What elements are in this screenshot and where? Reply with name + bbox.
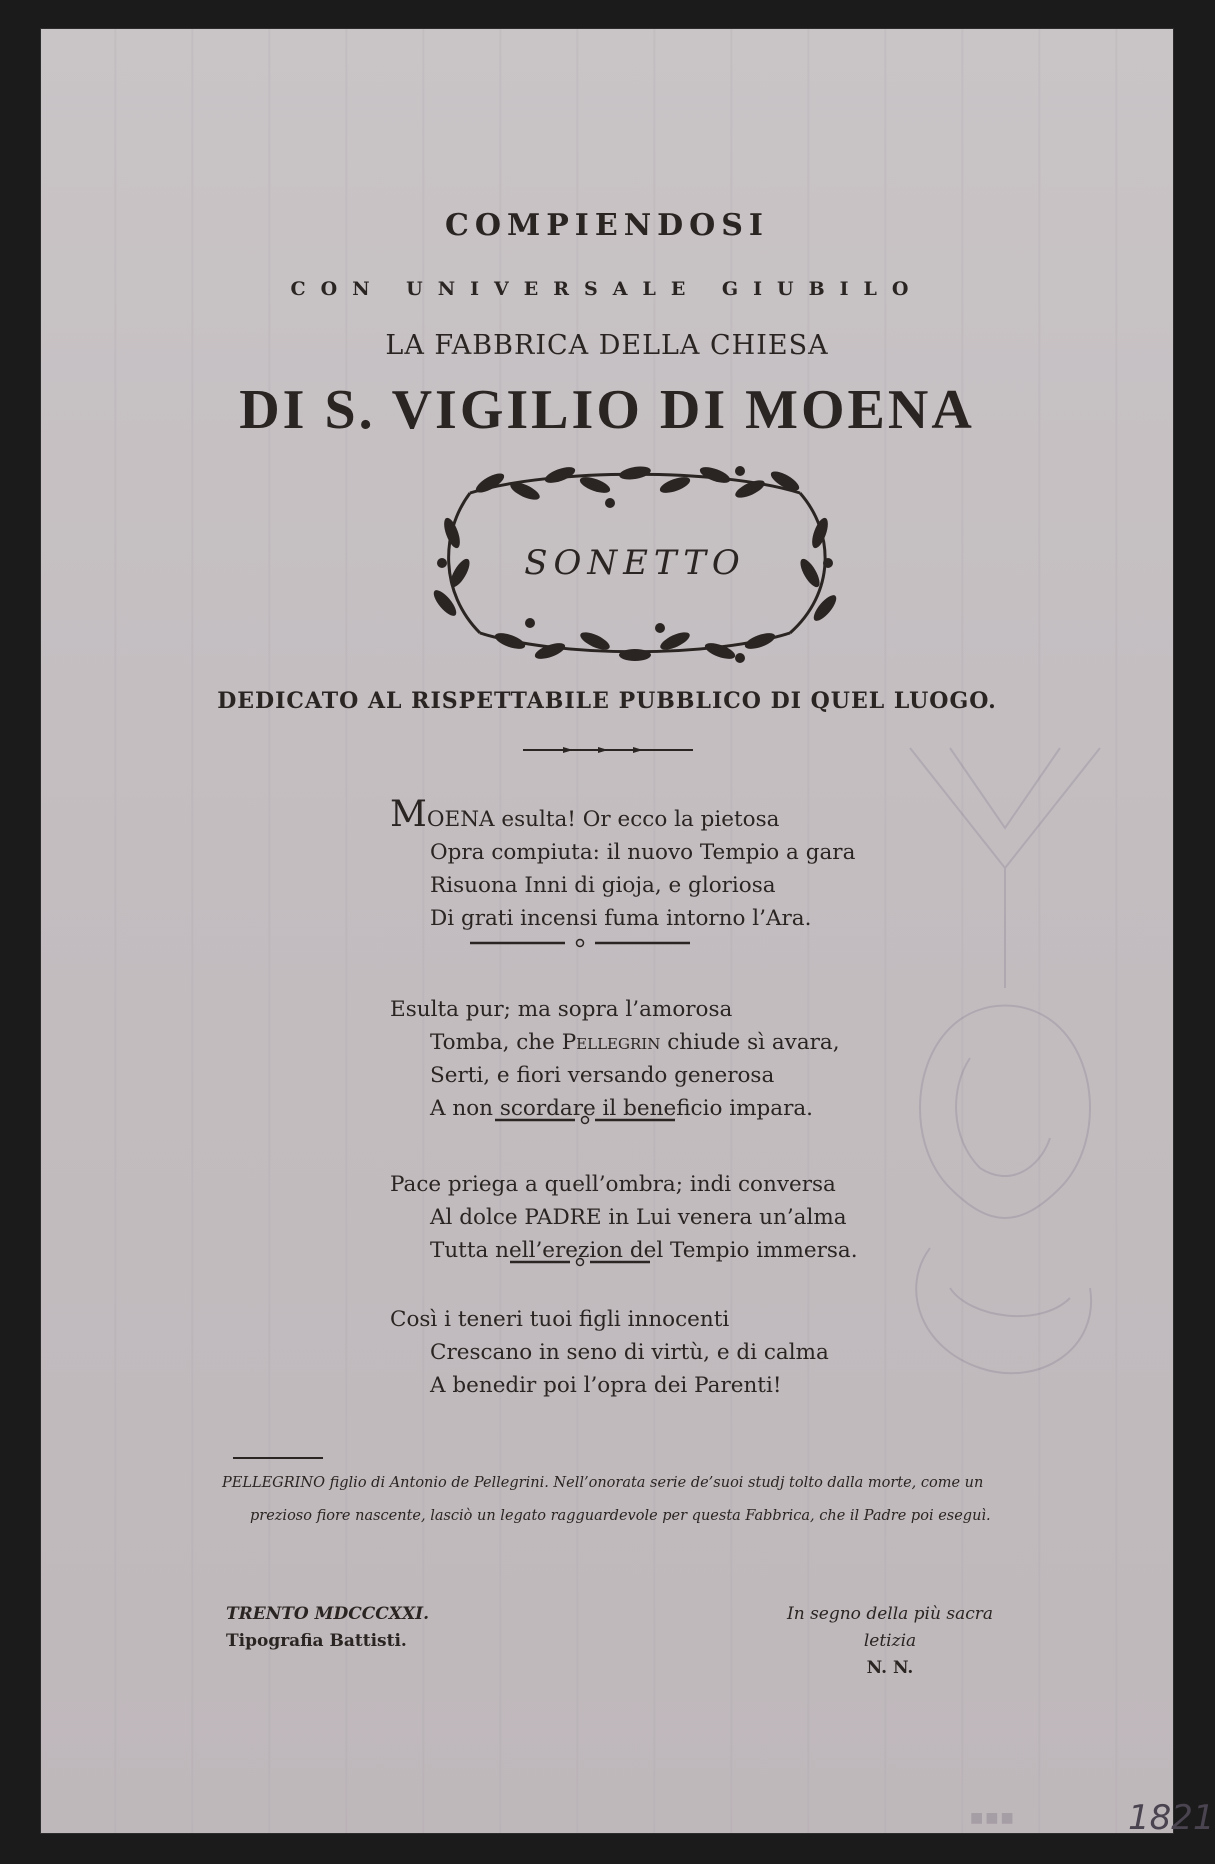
verse-line: Tomba, che Pellegrin chiude sì avara, xyxy=(430,1030,840,1055)
imprint-signature: N. N. xyxy=(866,1658,914,1678)
sonetto-label: SONETTO xyxy=(524,543,746,583)
paper-watermark xyxy=(890,728,1120,1448)
stanza-4 xyxy=(390,1303,829,1402)
verse-line: A benedir poi l’opra dei Parenti! xyxy=(430,1373,782,1398)
verse-line: Crescano in seno di virtù, e di calma xyxy=(430,1340,829,1365)
archive-stamp-mark: ■■■ xyxy=(970,1810,1016,1826)
footnote-line: prezioso fiore nascente, lasciò un legato ragguardevole per questa Fabbrica, che il Padre poi eseguì. xyxy=(250,1508,991,1524)
verse-line: Esulta pur; ma sopra l’amorosa xyxy=(390,997,733,1022)
imprint-right xyxy=(760,1601,1020,1682)
divider-ornament-3 xyxy=(495,1116,675,1124)
footnote-rule xyxy=(233,1457,323,1459)
footnote xyxy=(222,1467,1022,1533)
stanza-2 xyxy=(390,993,840,1125)
heading-line-3: LA FABBRICA DELLA CHIESA xyxy=(385,330,829,361)
footnote-line: PELLEGRINO figlio di Antonio de Pellegrini. Nell’onorata serie de’suoi studj tolto dalla morte, come un xyxy=(222,1475,984,1491)
dedication-line: DEDICATO AL RISPETTABILE PUBBLICO DI QUEL LUOGO. xyxy=(217,688,997,714)
imprint-place-date: TRENTO MDCCCXXI. xyxy=(226,1604,430,1624)
divider-ornament-2 xyxy=(470,939,690,947)
heading-line-2: CON UNIVERSALE GIUBILO xyxy=(290,278,924,300)
heading-title: DI S. VIGILIO DI MOENA xyxy=(239,379,975,441)
stanza-1 xyxy=(390,794,856,935)
verse-line: Opra compiuta: il nuovo Tempio a gara xyxy=(430,840,856,865)
imprint-left xyxy=(226,1601,429,1655)
broadside-sheet xyxy=(40,28,1215,1838)
verse-line: Pace priega a quell’ombra; indi conversa xyxy=(390,1172,836,1197)
verse-line: Serti, e fiori versando generosa xyxy=(430,1063,775,1088)
heading-line-1: COMPIENDOSI xyxy=(445,208,769,243)
imprint-dedication-line: In segno della più sacra letizia xyxy=(787,1604,993,1651)
drop-initial: M xyxy=(390,794,427,835)
verse-line: Così i teneri tuoi figli innocenti xyxy=(390,1307,730,1332)
verse-line: Tutta nell’erezion del Tempio immersa. xyxy=(430,1238,858,1263)
verse-line: Al dolce PADRE in Lui venera un’alma xyxy=(430,1205,847,1230)
verse-line: A non scordare il beneficio impara. xyxy=(430,1096,814,1121)
verse-line: MOENA esulta! Or ecco la pietosa xyxy=(390,794,780,835)
verse-line: Di grati incensi fuma intorno l’Ara. xyxy=(430,906,812,931)
imprint-printer: Tipografia Battisti. xyxy=(226,1631,407,1651)
handwritten-year: 1821 xyxy=(1128,1798,1215,1838)
name-pellegrin: Pellegrin xyxy=(561,1030,661,1055)
verse-line: Risuona Inni di gioja, e gloriosa xyxy=(430,873,776,898)
divider-ornament-4 xyxy=(510,1258,650,1266)
divider-ornament-1 xyxy=(523,746,693,754)
stanza-3 xyxy=(390,1168,858,1267)
